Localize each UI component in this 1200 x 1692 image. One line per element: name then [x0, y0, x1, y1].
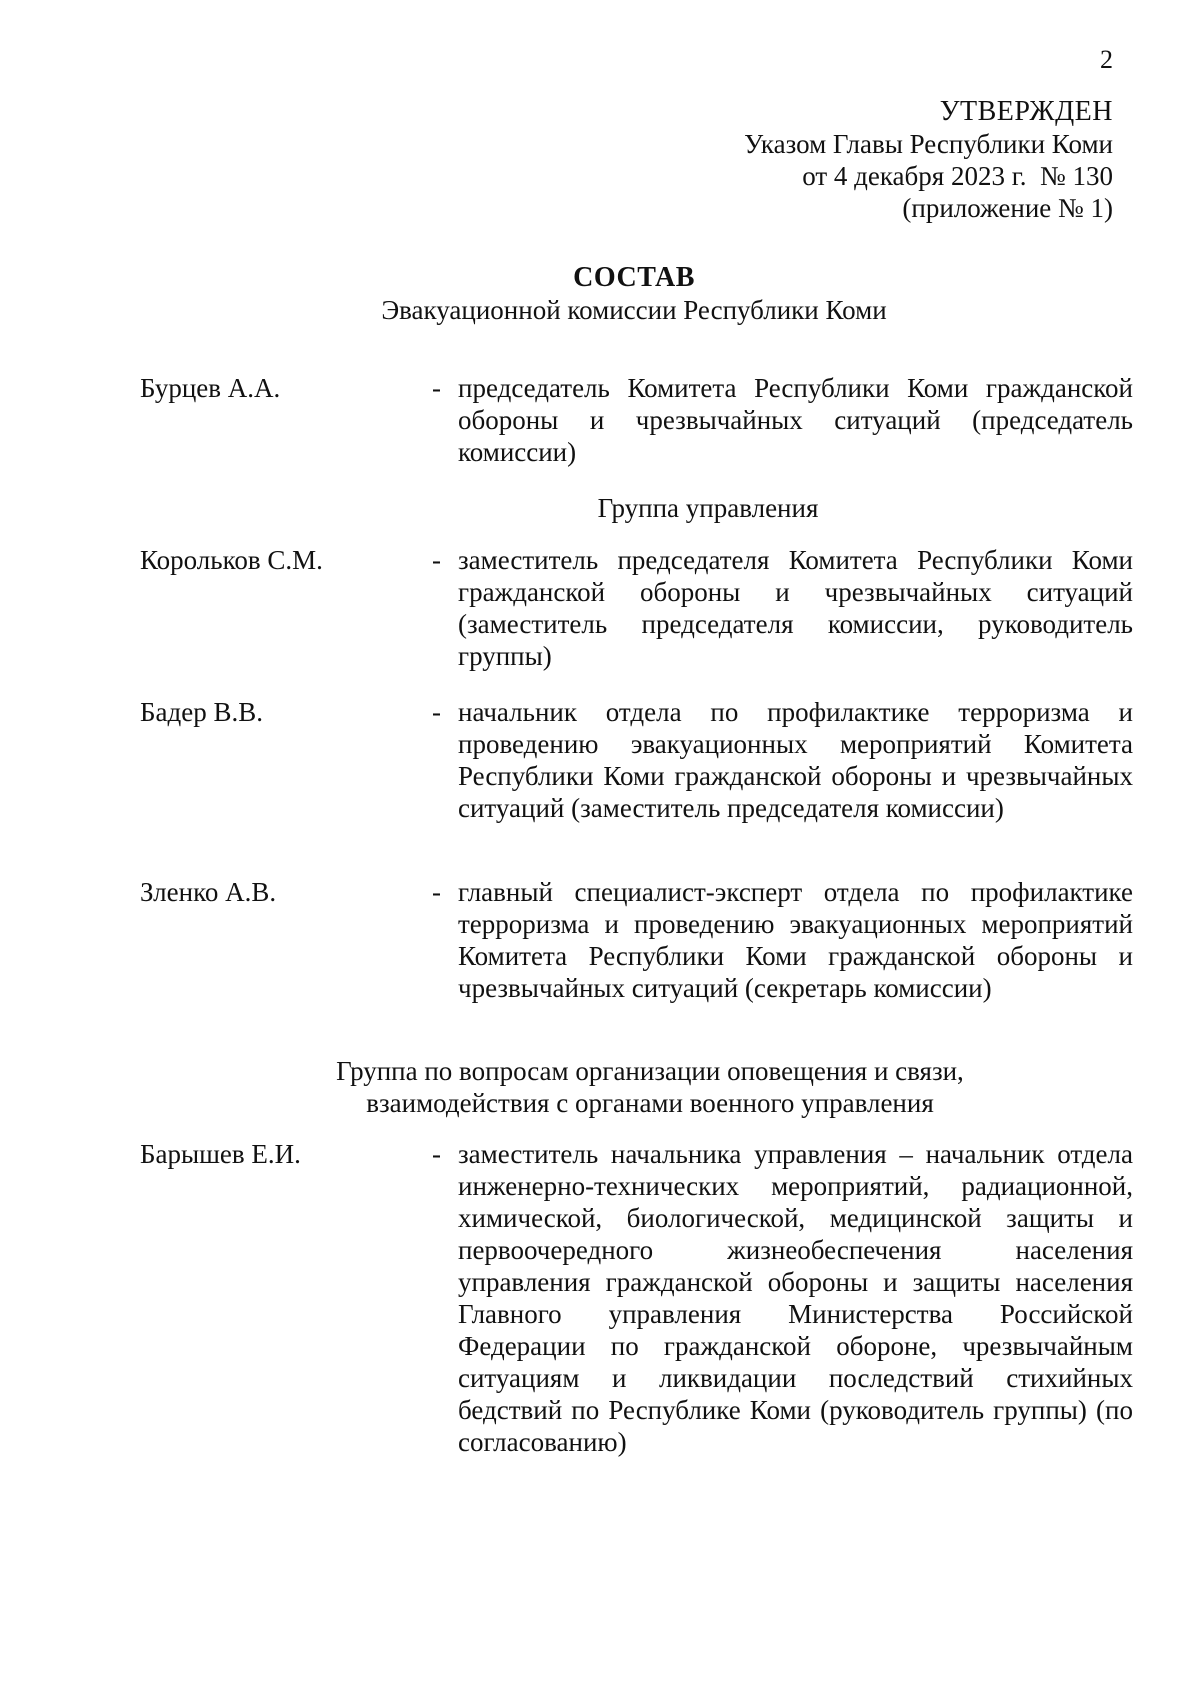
group-title-line: Группа по вопросам организации оповещения и связи, — [336, 1056, 964, 1086]
member-name: Зленко А.В. — [140, 877, 277, 907]
group-title-management: Группа управления — [597, 493, 819, 523]
title-block — [0, 262, 1200, 326]
approval-decree: Указом Главы Республики Коми — [744, 129, 1113, 159]
member-dash: - — [432, 1139, 441, 1169]
approval-date: от 4 декабря 2023 г. № 130 — [802, 161, 1113, 191]
page-number: 2 — [1100, 45, 1113, 74]
member-name: Барышев Е.И. — [140, 1139, 301, 1169]
member-name: Бадер В.В. — [140, 697, 263, 727]
member-description: главный специалист-эксперт отдела по профилактике терроризма и проведению эвакуационных мероприятий Комитета Республики Коми гражданской обороны и чрезвычайных ситуаций (секретарь комиссии) — [458, 877, 1133, 1003]
approval-block — [744, 96, 1113, 224]
member-dash: - — [432, 373, 441, 403]
member-name: Корольков С.М. — [140, 545, 323, 575]
member-description: начальник отдела по профилактике терроризма и проведению эвакуационных мероприятий Комитета Республики Коми гражданской обороны и чрезвычайных ситуаций (заместитель председателя комиссии) — [458, 697, 1133, 823]
member-name: Бурцев А.А. — [140, 373, 281, 403]
member-description: заместитель председателя Комитета Республики Коми гражданской обороны и чрезвычайных ситуаций (заместитель председателя комиссии, руководитель группы) — [458, 545, 1133, 671]
member-dash: - — [432, 697, 441, 727]
member-description: заместитель начальника управления – начальник отдела инженерно-технических мероприятий, радиационной, химической, биологической, медицинской защиты и первоочередного жизнеобеспечения населения управления гражданской обороны и защиты населения Главного управления Министерства Российской Федерации по гражданской обороне, чрезвычайным ситуациям и ликвидации последствий стихийных бедствий по Республике Коми (руководитель группы) (по согласованию) — [458, 1139, 1133, 1457]
group-title-line: взаимодействия с органами военного управления — [366, 1088, 934, 1118]
group-title-communication — [200, 1055, 1100, 1119]
member-dash: - — [432, 545, 441, 575]
approval-stamp: УТВЕРЖДЕН — [939, 96, 1113, 127]
document-heading: СОСТАВ — [573, 262, 695, 293]
member-dash: - — [432, 877, 441, 907]
member-description: председатель Комитета Республики Коми гражданской обороны и чрезвычайных ситуаций (председатель комиссии) — [458, 373, 1133, 467]
document-subheading: Эвакуационной комиссии Республики Коми — [381, 295, 887, 325]
approval-appendix: (приложение № 1) — [902, 193, 1113, 223]
